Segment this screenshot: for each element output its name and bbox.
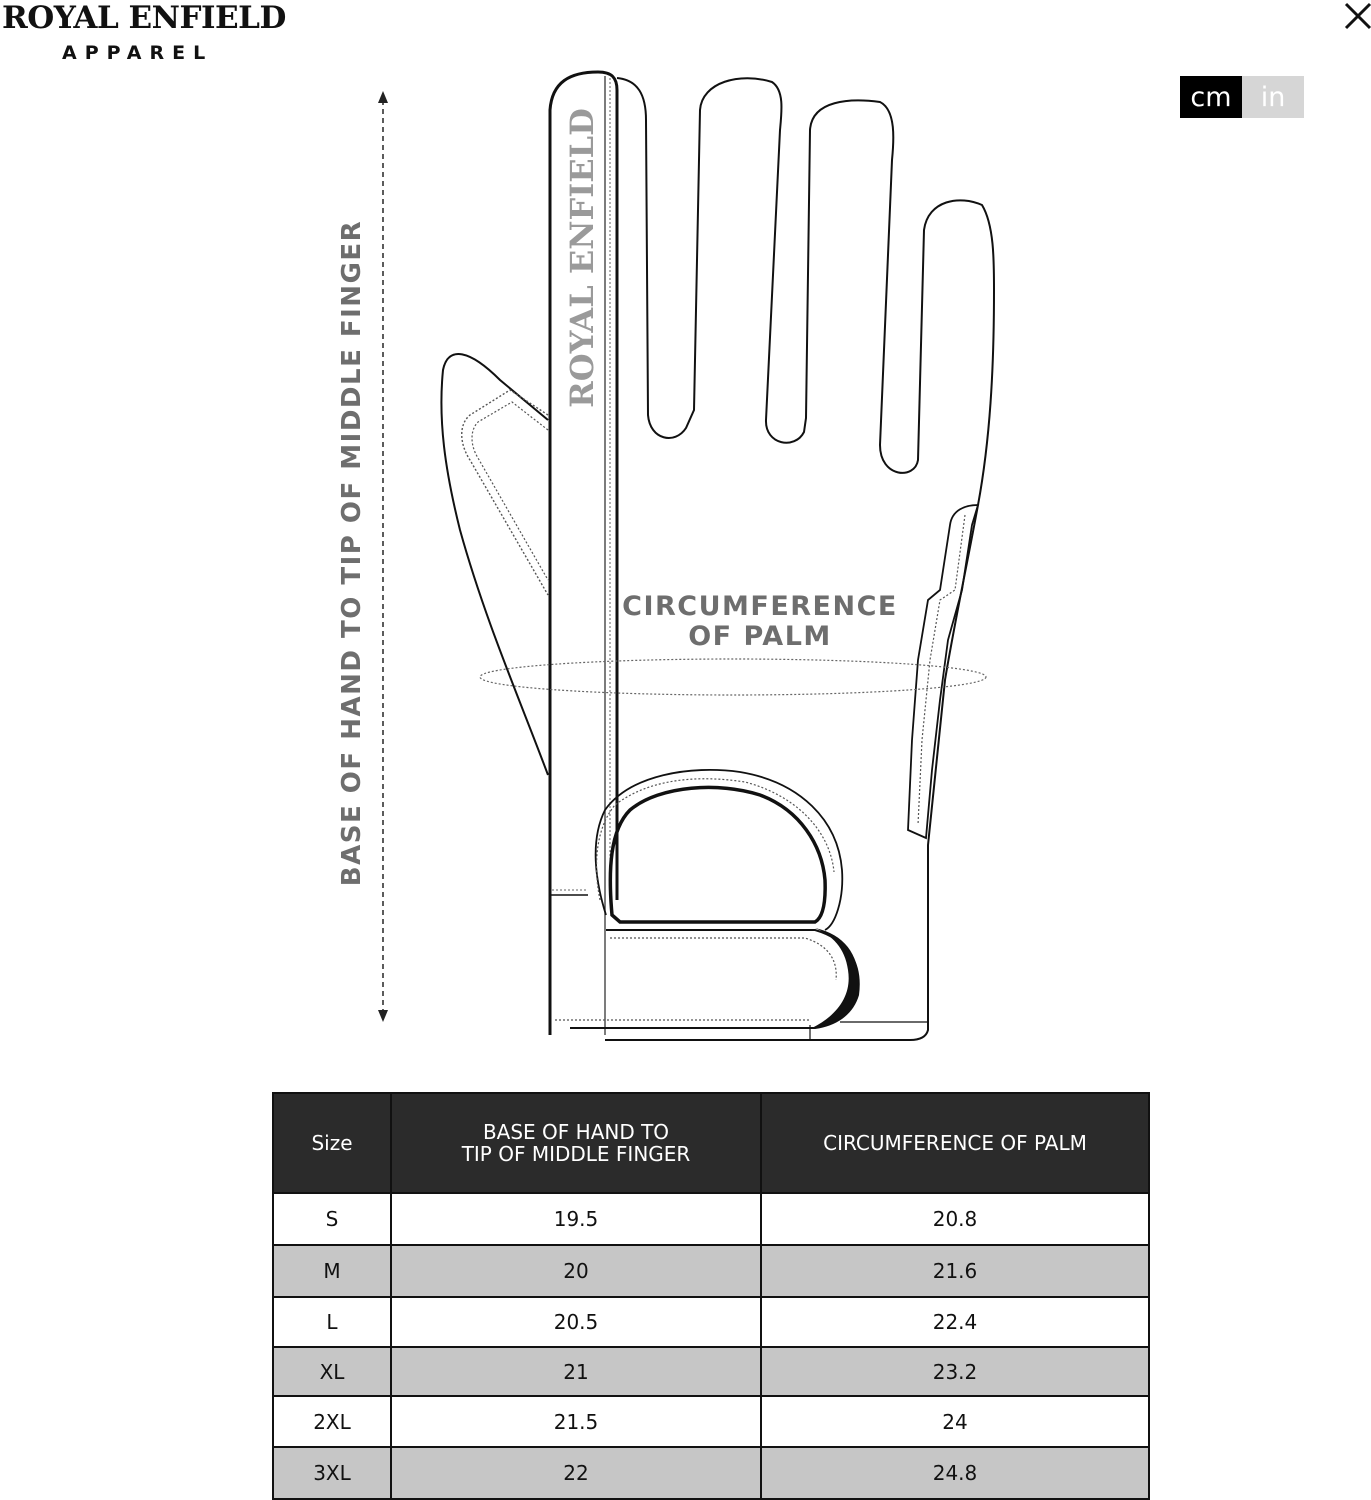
cell-palm: 24 xyxy=(761,1396,1149,1447)
palm-measure-label xyxy=(560,592,960,652)
cell-length: 21.5 xyxy=(391,1396,761,1447)
table-row xyxy=(273,1396,1149,1447)
cell-length: 21 xyxy=(391,1347,761,1396)
cell-palm: 21.6 xyxy=(761,1245,1149,1297)
table-header-row xyxy=(273,1093,1149,1193)
cell-palm: 20.8 xyxy=(761,1193,1149,1245)
cell-length: 19.5 xyxy=(391,1193,761,1245)
unit-in-button[interactable]: in xyxy=(1242,76,1304,118)
brand-subtitle: APPAREL xyxy=(62,42,214,64)
size-chart-table xyxy=(272,1092,1150,1500)
header-palm: CIRCUMFERENCE OF PALM xyxy=(761,1093,1149,1193)
cell-size: 2XL xyxy=(273,1396,391,1447)
brand-name: ROYAL ENFIELD xyxy=(2,0,286,36)
table-row xyxy=(273,1347,1149,1396)
cell-palm: 22.4 xyxy=(761,1297,1149,1347)
cell-size: L xyxy=(273,1297,391,1347)
cell-length: 20 xyxy=(391,1245,761,1297)
length-measure-label: BASE OF HAND TO TIP OF MIDDLE FINGER xyxy=(337,219,367,887)
cell-size: 3XL xyxy=(273,1447,391,1499)
cell-palm: 24.8 xyxy=(761,1447,1149,1499)
glove-logo-text: ROYAL ENFIELD xyxy=(563,108,601,408)
header-length-line1: BASE OF HAND TO xyxy=(482,1120,670,1144)
header-length-line2: TIP OF MIDDLE FINGER xyxy=(461,1142,691,1166)
header-size: Size xyxy=(273,1093,391,1193)
palm-label-line1: CIRCUMFERENCE xyxy=(622,591,898,622)
table-row xyxy=(273,1193,1149,1245)
cell-size: M xyxy=(273,1245,391,1297)
table-row xyxy=(273,1297,1149,1347)
cell-size: S xyxy=(273,1193,391,1245)
cell-length: 22 xyxy=(391,1447,761,1499)
cell-length: 20.5 xyxy=(391,1297,761,1347)
header-length xyxy=(391,1093,761,1193)
table-row xyxy=(273,1447,1149,1499)
cell-palm: 23.2 xyxy=(761,1347,1149,1396)
palm-label-line2: OF PALM xyxy=(688,621,832,652)
table-row xyxy=(273,1245,1149,1297)
cell-size: XL xyxy=(273,1347,391,1396)
unit-cm-button[interactable]: cm xyxy=(1180,76,1242,118)
